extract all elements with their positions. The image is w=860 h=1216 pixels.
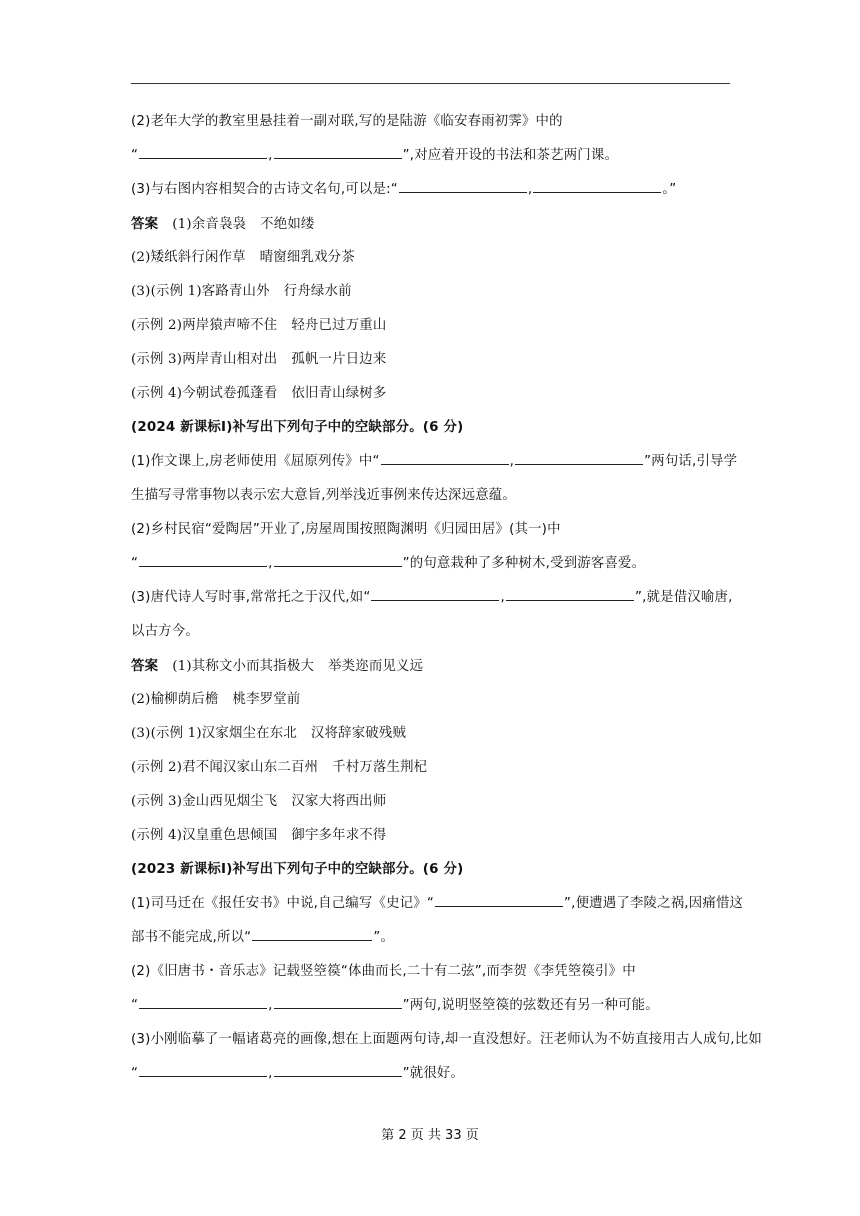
answer-number: (3)(示例 1) [131,726,202,741]
q1-example-4 [131,380,731,414]
q3-item2-tail: ”两句,说明竖箜篌的弦数还有另一种可能。 [402,998,659,1013]
answer-number: (示例 3) [131,794,183,809]
answer-text: 汉家大将西出师 [291,794,387,809]
separator: , [268,556,273,571]
answer-number: (1) [172,659,192,674]
answer-blank [274,994,402,1009]
q1-answer-3 [131,278,731,312]
q1-item2-tail: ”,对应着开设的书法和茶艺两门课。 [402,148,619,163]
q2-example-2 [131,754,731,788]
q2-example-3 [131,788,731,822]
answer-text: 轻舟已过万重山 [291,318,387,333]
q2-item2-tail: ”的句意栽种了多种树木,受到游客喜爱。 [402,556,646,571]
q3-item3-tail: ”就很好。 [402,1066,465,1081]
answer-blank [533,178,661,193]
q2-item2-line2 [131,550,731,584]
q3-item3-line2 [131,1060,731,1094]
answer-label: 答案 [131,216,159,232]
quote-open: “ [131,556,139,571]
q1-item3-text: (3)与右图内容相契合的古诗文名句,可以是:“ [131,182,398,197]
q3-item1-line1 [131,890,744,924]
q1-example-2 [131,312,731,346]
q1-example-3 [131,346,731,380]
answer-number: (2) [131,692,151,707]
q3-item1-line2 [131,924,731,958]
q3-item2-line2 [131,992,731,1026]
quote-open: “ [131,998,139,1013]
q1-item3-line [131,176,731,210]
answer-number: (2) [131,250,151,265]
q2-item1-tail: ”两句话,引导学 [644,454,738,469]
q3-item1-tail: ”,便遭遇了李陵之祸,因痛惜这 [563,896,744,911]
answer-blank [506,586,634,601]
q2-item3-line2: 以古方今。 [131,624,199,639]
answer-text: 晴窗细乳戏分茶 [259,250,355,265]
answer-blank [274,552,402,567]
q2-item3-line1 [131,584,731,618]
answer-number: (示例 4) [131,386,183,401]
q2-item1-text: (1)作文课上,房老师使用《屈原列传》中“ [131,454,380,469]
answer-text: 汉皇重色思倾国 [182,828,278,843]
answer-number: (示例 4) [131,828,183,843]
answer-blank [371,586,499,601]
q2-example-4 [131,822,731,856]
separator: , [527,182,533,197]
answer-label: 答案 [131,658,159,674]
q2-answer-2 [131,686,731,720]
q3-item1-text: (1)司马迁在《报任安书》中说,自己编写《史记》“ [131,896,434,911]
answer-text: 依旧青山绿树多 [291,386,387,401]
answer-text: 今朝试卷孤蓬看 [182,386,278,401]
q3-item3-line1: (3)小刚临摹了一幅诸葛亮的画像,想在上面题两句诗,却一直没想好。汪老师认为不妨直接用古人成句,比如 [131,1032,762,1047]
separator: , [509,454,515,469]
answer-number: (示例 3) [131,352,183,367]
q2-item2-line1: (2)乡村民宿“爱陶居”开业了,房屋周围按照陶渊明《归园田居》(其一)中 [131,522,561,537]
q2-item3-text: (3)唐代诗人写时事,常常托之于汉代,如“ [131,590,371,605]
q1-item2-line1 [131,108,731,142]
page-footer: 第 2 页 共 33 页 [381,1128,479,1143]
answer-blank [399,178,527,193]
answer-blank [515,450,643,465]
answer-text: 汉将辞家破残贼 [310,726,407,741]
separator: , [268,148,273,163]
answer-text: 君不闻汉家山东二百州 [182,760,319,775]
answer-text: 其称文小而其指极大 [191,659,315,674]
answer-text: 汉家烟尘在东北 [201,726,297,741]
answer-text: 御宇多年求不得 [291,828,387,843]
q3-item2-line1: (2)《旧唐书・音乐志》记载竖箜篌“体曲而长,二十有二弦”,而李贺《李凭箜篌引》中 [131,964,636,979]
q2-heading: (2024 新课标Ⅰ)补写出下列句子中的空缺部分。(6 分) [131,420,464,435]
header-rule [131,83,730,84]
answer-blank [435,892,563,907]
q1-item3-tail: 。” [662,182,677,197]
q2-answer-3 [131,720,731,754]
answer-text: 不绝如缕 [260,217,315,232]
answer-number: (示例 2) [131,760,183,775]
separator: , [268,998,273,1013]
answer-blank [139,1062,267,1077]
answer-text: 客路青山外 [201,284,270,299]
answer-text: 行舟绿水前 [283,284,352,299]
answer-text: 金山西见烟尘飞 [182,794,278,809]
q1-item2-line2 [131,142,731,176]
answer-text: 桃李罗堂前 [232,692,301,707]
answer-blank [274,144,402,159]
q2-item1-line1 [131,448,738,482]
answer-text: 矮纸斜行闲作草 [150,250,246,265]
page-content [131,108,762,1094]
separator: , [500,590,505,605]
answer-blank [381,450,509,465]
answer-text: 余音袅袅 [191,217,247,232]
q3-item1-cont: 部书不能完成,所以“ [131,930,252,945]
q2-item3-tail: ”,就是借汉喻唐, [634,590,733,605]
answer-text: 两岸猿声啼不住 [182,318,278,333]
answer-number: (1) [172,217,192,232]
q2-answer-1 [131,652,731,686]
q2-item1-line2: 生描写寻常事物以表示宏大意旨,列举浅近事例来传达深远意蕴。 [131,488,516,503]
q1-answer-1 [131,210,731,244]
answer-text: 两岸青山相对出 [182,352,278,367]
answer-blank [139,144,267,159]
answer-text: 千村万落生荆杞 [332,760,428,775]
separator: , [268,1066,273,1081]
quote-open: “ [131,1066,139,1081]
answer-blank [139,994,267,1009]
q3-heading: (2023 新课标Ⅰ)补写出下列句子中的空缺部分。(6 分) [131,862,464,877]
answer-text: 榆柳荫后檐 [150,692,219,707]
q3-item1-cont-tail: ”。 [373,930,395,945]
q1-item2-text: (2)老年大学的教室里悬挂着一副对联,写的是陆游《临安春雨初霁》中的 [131,114,563,129]
answer-number: (3)(示例 1) [131,284,202,299]
quote-open: “ [131,148,139,163]
answer-text: 举类迩而见义远 [328,659,424,674]
answer-blank [139,552,267,567]
answer-blank [274,1062,402,1077]
answer-blank [252,926,372,941]
q1-answer-2 [131,244,731,278]
answer-number: (示例 2) [131,318,183,333]
answer-text: 孤帆一片日边来 [291,352,387,367]
